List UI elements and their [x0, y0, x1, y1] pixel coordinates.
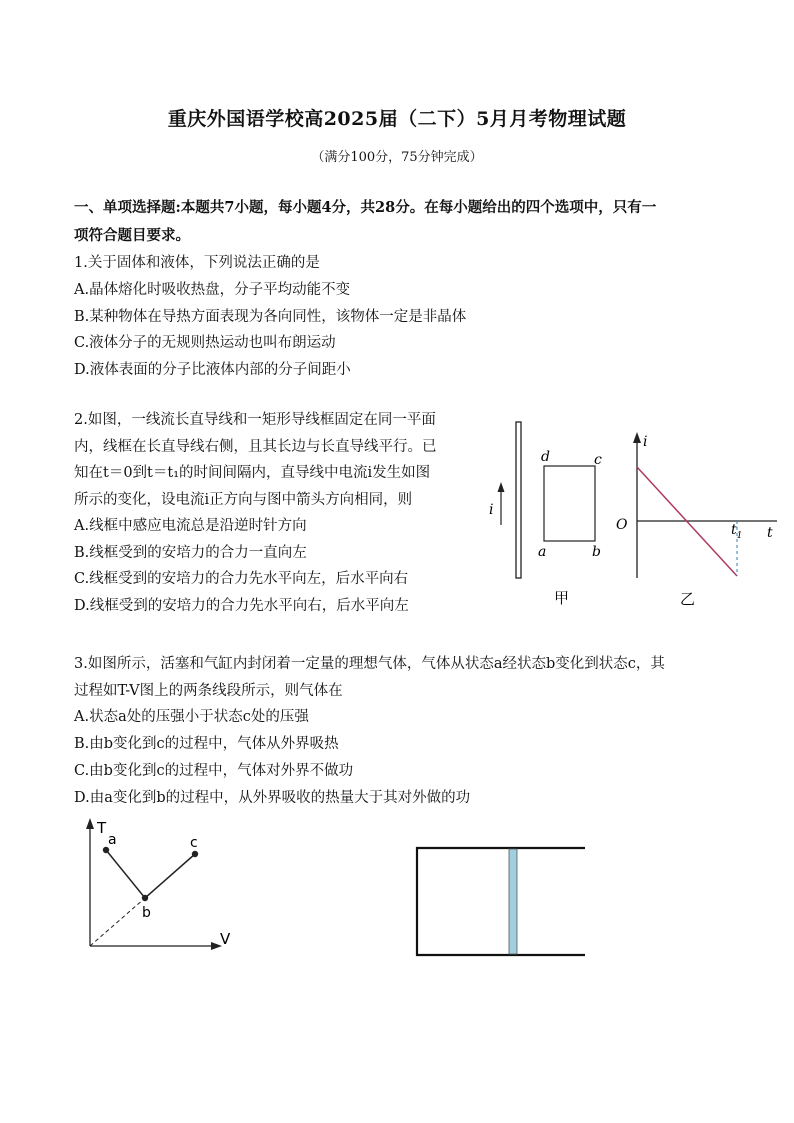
section-heading-line1: 一、单项选择题:本题共7小题，每小题4分，共28分。在每小题给出的四个选项中，只有一: [74, 199, 657, 216]
q2-stem-line: 知在t＝0到t＝t₁的时间间隔内，直导线中电流i发生如图: [74, 465, 431, 481]
q1-stem: 1.关于固体和液体，下列说法正确的是: [74, 255, 320, 271]
caption-jia: 甲: [554, 589, 570, 607]
q1-option-c: C.液体分子的无规则热运动也叫布朗运动: [74, 335, 336, 351]
q3-option-a: A.状态a处的压强小于状态c处的压强: [74, 709, 309, 725]
cylinder-figure: [412, 842, 592, 962]
q3-option-d: D.由a变化到b的过程中，从外界吸收的热量大于其对外做的功: [74, 790, 471, 806]
tv-graph: [74, 812, 244, 957]
page-title: 重庆外国语学校高2025届（二下）5月月考物理试题: [167, 108, 627, 130]
q1-option-b: B.某种物体在导热方面表现为各向同性，该物体一定是非晶体: [74, 309, 467, 325]
corner-a: a: [538, 544, 547, 560]
q2-option-a: A.线框中感应电流总是沿逆时针方向: [74, 518, 307, 534]
q2-stem-line: 内，线框在长直导线右侧，且其长边与长直导线平行。已: [74, 438, 437, 455]
T-axis-label: T: [97, 819, 107, 837]
section-heading-line2: 项符合题目要求。: [74, 227, 190, 244]
segment-ab: [106, 850, 145, 898]
dashed-origin-line: [90, 898, 145, 946]
q1-option-a: A.晶体熔化时吸收热盘，分子平均动能不变: [74, 282, 351, 298]
point-b: [142, 895, 148, 901]
origin-label: O: [616, 517, 628, 533]
q2-option-d: D.线框受到的安培力的合力先水平向右，后水平向左: [74, 597, 409, 614]
segment-bc: [145, 854, 195, 898]
q3-option-b: B.由b变化到c的过程中，气体从外界吸热: [74, 736, 339, 752]
corner-b: b: [592, 544, 601, 560]
t1-label: $t_1$: [731, 522, 743, 541]
cylinder-wall: [417, 848, 585, 955]
q2-option-b: B.线框受到的安培力的合力一直向左: [74, 544, 307, 561]
corner-c: c: [594, 452, 602, 468]
q2-text-block: [74, 407, 484, 619]
figure-jia: [480, 410, 620, 610]
T-axis-arrowhead: [86, 818, 94, 829]
q2-stem-line: 2.如图，一线流长直导线和一矩形导线框固定在同一平面: [74, 412, 436, 428]
point-c: [192, 851, 198, 857]
q2-option-c: C.线框受到的安培力的合力先水平向左，后水平向右: [74, 571, 409, 587]
point-a-label: a: [108, 832, 117, 848]
q3-option-c: C.由b变化到c的过程中，气体对外界不做功: [74, 763, 354, 779]
point-c-label: c: [190, 835, 198, 851]
piston: [509, 849, 517, 954]
q3-stem-line1: 3.如图所示，活塞和气缸内封闭着一定量的理想气体，气体从状态a经状态b变化到状态c，其: [74, 656, 665, 672]
caption-yi: 乙: [680, 590, 696, 608]
long-wire: [516, 422, 521, 578]
q3-stem-line2: 过程如T-V图上的两条线段所示，则气体在: [74, 683, 343, 699]
rect-frame: [544, 466, 595, 541]
point-b-label: b: [142, 905, 151, 921]
i-axis-label: i: [643, 434, 648, 450]
page-subtitle: （满分100分，75分钟完成）: [311, 150, 483, 165]
current-arrowhead: [498, 482, 505, 492]
corner-d: d: [541, 449, 550, 465]
q1-option-d: D.液体表面的分子比液体内部的分子间距小: [74, 362, 351, 378]
q2-stem-line: 所示的变化，设电流i正方向与图中箭头方向相同，则: [74, 491, 413, 508]
current-label: i: [489, 502, 494, 518]
V-axis-label: V: [220, 930, 231, 948]
figure-yi: [610, 428, 794, 614]
t-axis-label: t: [767, 525, 773, 541]
i-axis-arrowhead: [633, 432, 641, 443]
